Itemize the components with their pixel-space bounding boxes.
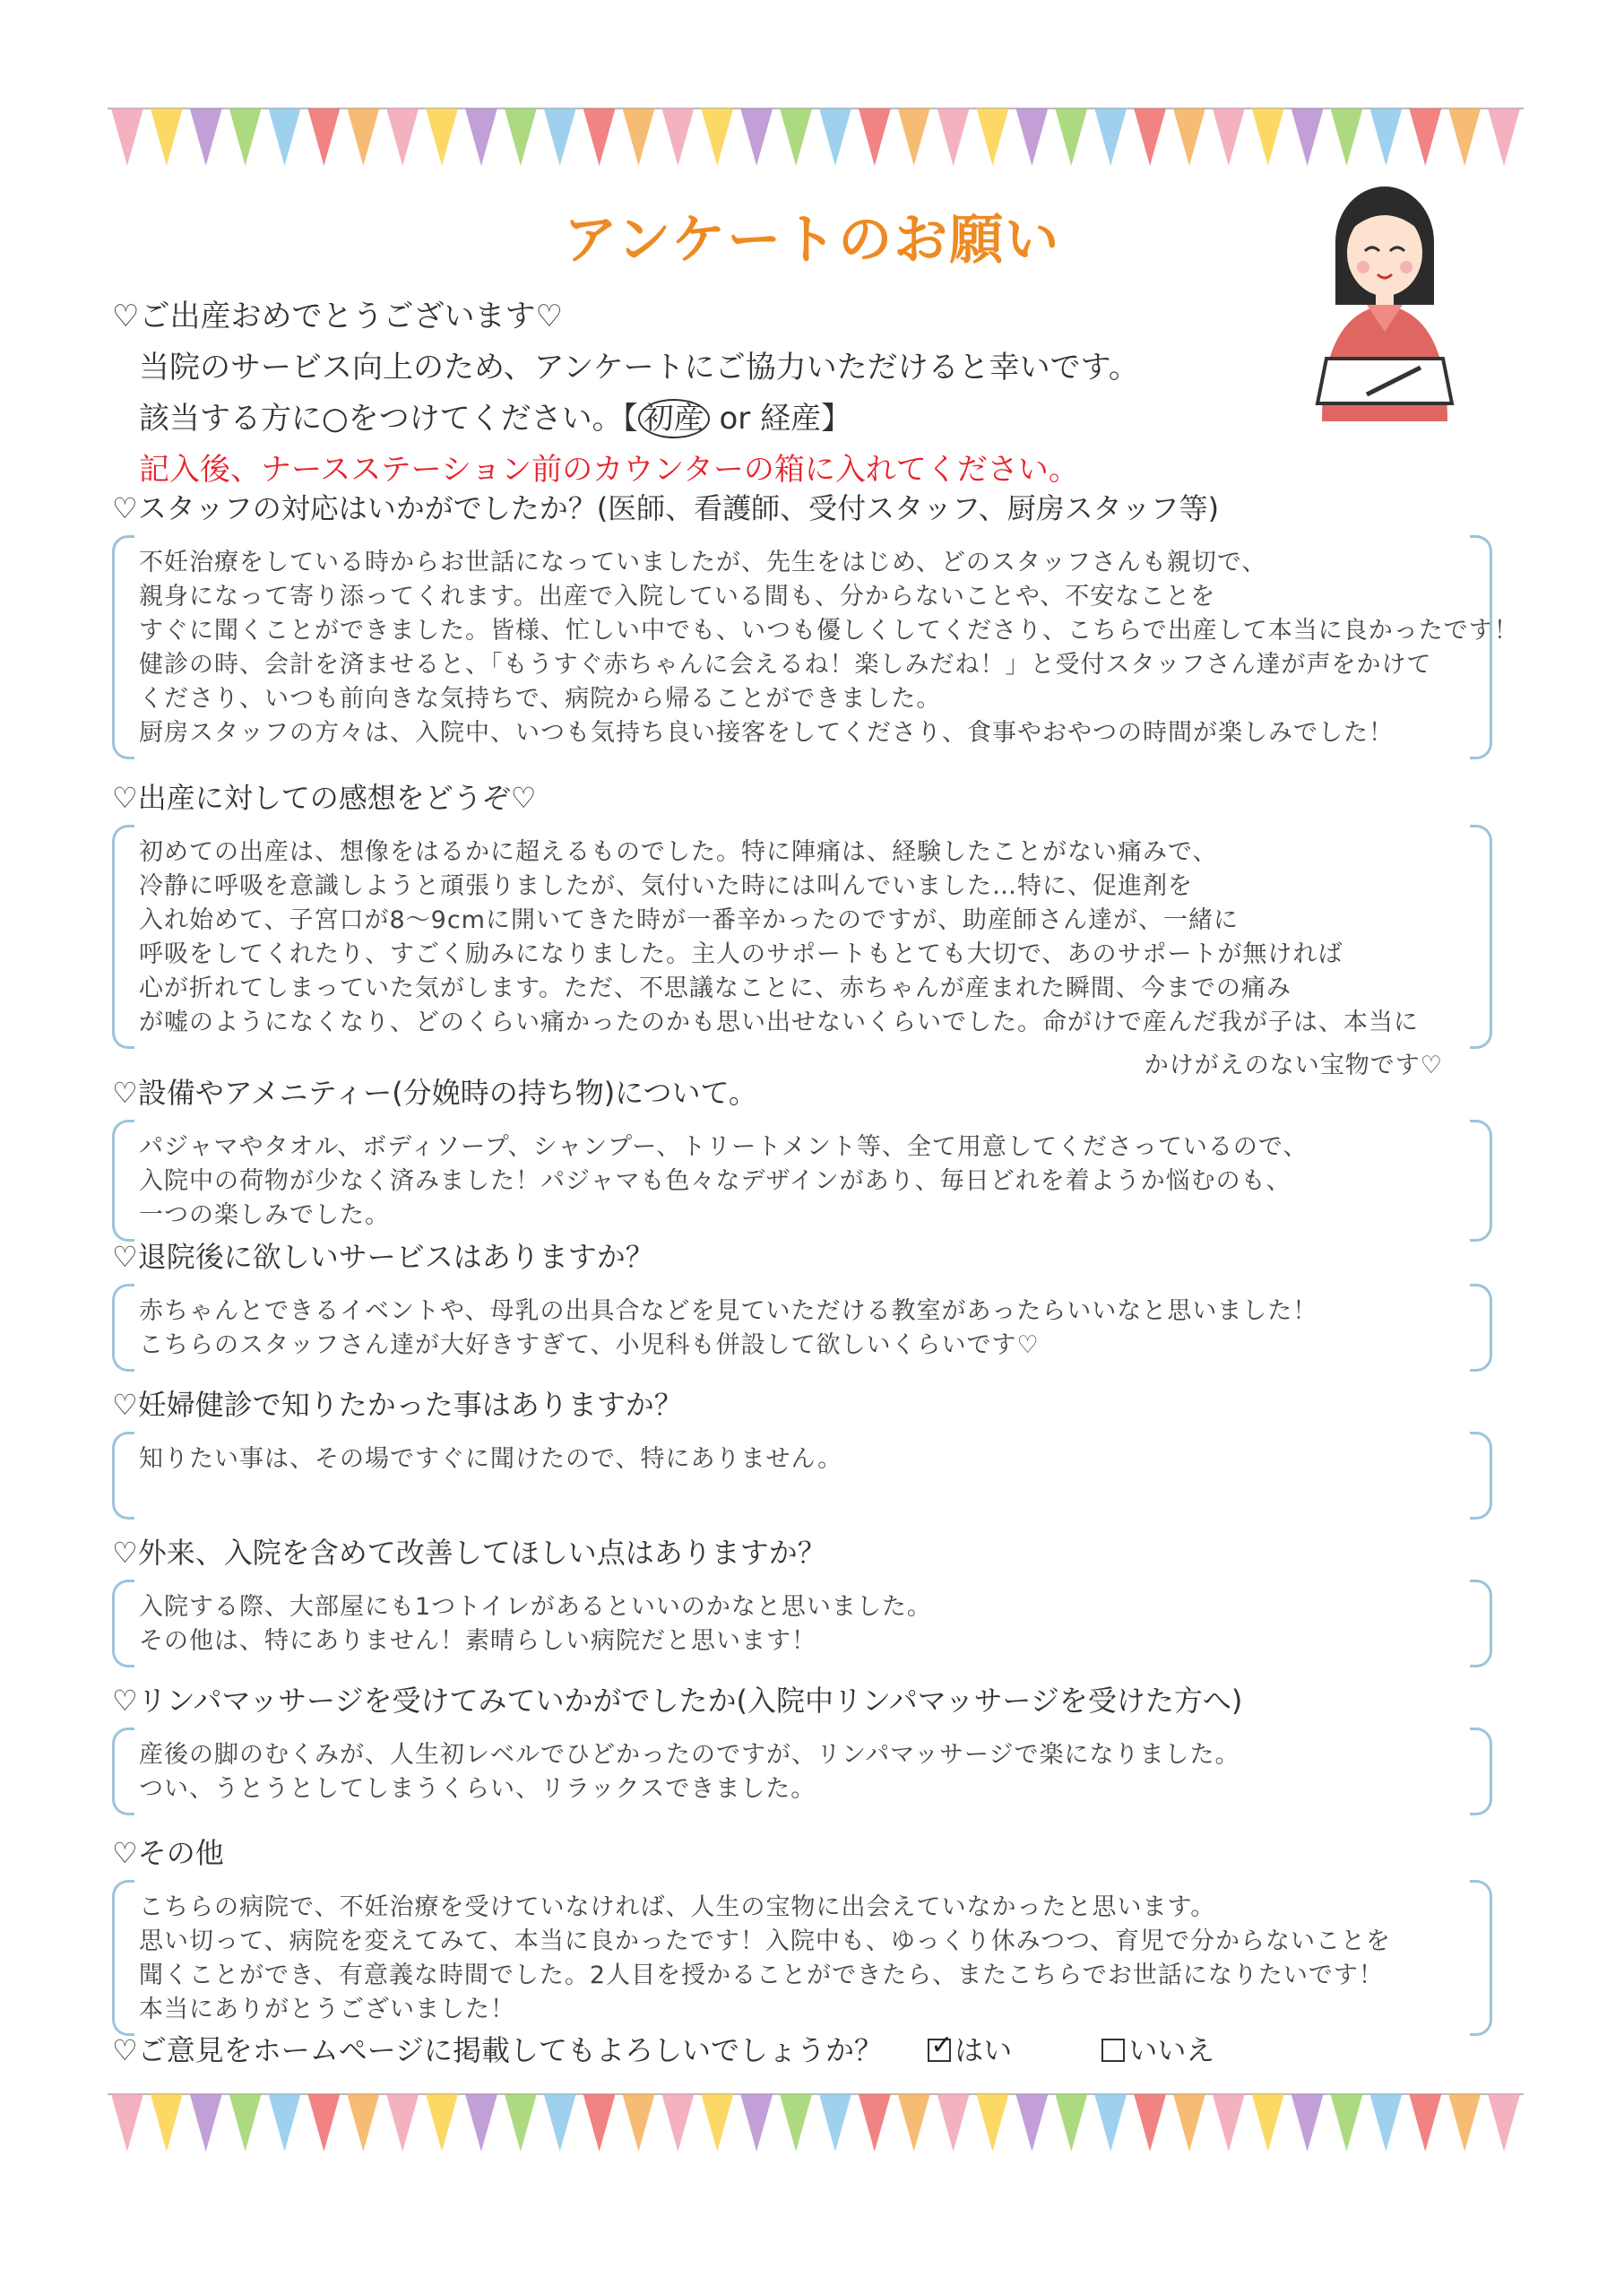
bunting-flag bbox=[859, 108, 891, 166]
question-label: ♡設備やアメニティー(分娩時の持ち物)について。 bbox=[112, 1076, 757, 1110]
question-label: ♡スタッフの対応はいかがでしたか？(医師、看護師、受付スタッフ、厨房スタッフ等) bbox=[112, 491, 1220, 525]
publish-consent-question: ♡ご意見をホームページに掲載してもよろしいでしょうか？ bbox=[112, 2033, 884, 2067]
bunting-flag bbox=[1173, 108, 1205, 166]
answer-line: くださり、いつも前向きな気持ちで、病院から帰ることができました。 bbox=[139, 685, 942, 713]
bunting-flag bbox=[111, 108, 143, 166]
answer-line: つい、うとうとしてしまうくらい、リラックスできました。 bbox=[139, 1775, 816, 1803]
bunting-flag bbox=[898, 108, 930, 166]
survey-section-3 bbox=[112, 1073, 1497, 1242]
bunting-flag bbox=[1134, 108, 1166, 166]
bunting-flag bbox=[347, 2094, 379, 2152]
yes-checkbox[interactable] bbox=[928, 2039, 951, 2062]
congrats-line: ♡ご出産おめでとうございます♡ bbox=[112, 299, 563, 334]
answer-line: 入院する際、大部屋にも1つトイレがあるといいのかなと思いました。 bbox=[139, 1593, 932, 1621]
bunting-flag bbox=[505, 2094, 537, 2152]
bottom-bunting bbox=[108, 2089, 1524, 2161]
no-checkbox[interactable] bbox=[1101, 2039, 1125, 2062]
bunting-flag bbox=[1369, 2094, 1402, 2152]
bunting-flag bbox=[111, 2094, 143, 2152]
answer-box[interactable] bbox=[112, 1728, 1492, 1815]
bunting-flag bbox=[1291, 2094, 1324, 2152]
survey-section-8 bbox=[112, 1833, 1497, 2036]
bunting-flag bbox=[1015, 2094, 1048, 2152]
answer-line: パジャマやタオル、ボディソープ、シャンプー、トリートメント等、全て用意してくださっているので、 bbox=[139, 1133, 1309, 1161]
answer-line: その他は、特にありません！素晴らしい病院だと思います！ bbox=[139, 1627, 816, 1655]
question-label: ♡出産に対しての感想をどうぞ♡ bbox=[112, 781, 537, 815]
bunting-flag bbox=[151, 2094, 183, 2152]
bunting-flag bbox=[661, 2094, 694, 2152]
answer-line: 本当にありがとうございました！ bbox=[139, 1996, 515, 2023]
bunting-flag bbox=[465, 2094, 497, 2152]
bunting-flag bbox=[701, 2094, 733, 2152]
publish-consent-row bbox=[112, 2028, 1214, 2069]
bunting-flag bbox=[937, 2094, 970, 2152]
bunting-flag bbox=[229, 2094, 262, 2152]
bunting-flag bbox=[1173, 2094, 1205, 2152]
answer-line: 思い切って、病院を変えてみて、本当に良かったです！入院中も、ゆっくり休みつつ、育児で分からないことを bbox=[139, 1927, 1392, 1955]
survey-section-1 bbox=[112, 489, 1519, 759]
birth-type-line bbox=[112, 394, 1277, 445]
bunting-flag bbox=[190, 2094, 222, 2152]
bunting-flag bbox=[386, 2094, 419, 2152]
bunting-flag bbox=[1488, 108, 1520, 166]
bunting-flag bbox=[623, 108, 655, 166]
bunting-flag bbox=[1331, 108, 1363, 166]
survey-section-6 bbox=[112, 1533, 1497, 1667]
answer-line: こちらのスタッフさん達が大好きすぎて、小児科も併設して欲しいくらいです♡ bbox=[139, 1331, 1040, 1359]
bunting-flag bbox=[583, 108, 616, 166]
consent-yes-option[interactable] bbox=[928, 2033, 1012, 2067]
bunting-flag bbox=[386, 108, 419, 166]
bunting-flag bbox=[1331, 2094, 1363, 2152]
answer-line: 不妊治療をしている時からお世話になっていましたが、先生をはじめ、どのスタッフさんも親切で、 bbox=[139, 549, 1267, 576]
question-label: ♡リンパマッサージを受けてみていかがでしたか(入院中リンパマッサージを受けた方へ) bbox=[112, 1684, 1243, 1718]
submit-instruction: 記入後、ナースステーション前のカウンターの箱に入れてください。 bbox=[139, 452, 1079, 488]
page-title: アンケートのお願い bbox=[563, 209, 1061, 272]
answer-line: 産後の脚のむくみが、人生初レベルでひどかったのですが、リンパマッサージで楽になりました。 bbox=[139, 1741, 1240, 1769]
answer-box[interactable] bbox=[112, 535, 1519, 759]
bunting-flag bbox=[977, 108, 1009, 166]
bunting-flag bbox=[347, 108, 379, 166]
top-bunting bbox=[108, 103, 1524, 175]
bunting-flag bbox=[269, 2094, 301, 2152]
first-birth-option[interactable]: 初産 bbox=[638, 399, 710, 438]
answer-line: が嘘のようになくなり、どのくらい痛かったのかも思い出せないくらいでした。命がけで産んだ我が子は、本当に bbox=[139, 1009, 1419, 1036]
birth-type-prefix: 該当する方に○をつけてください。【 bbox=[139, 401, 638, 437]
bunting-flag bbox=[819, 108, 851, 166]
second-birth-option[interactable]: or 経産 bbox=[709, 401, 822, 437]
answer-line: 健診の時、会計を済ませると、「もうすぐ赤ちゃんに会えるね！楽しみだね！」と受付スタッフさん達が声をかけて bbox=[139, 651, 1432, 679]
bunting-flag bbox=[465, 108, 497, 166]
bunting-flag bbox=[1055, 2094, 1087, 2152]
survey-section-2 bbox=[112, 778, 1497, 1083]
bunting-flag bbox=[1213, 108, 1245, 166]
bunting-flag bbox=[544, 108, 576, 166]
answer-box[interactable] bbox=[112, 1284, 1492, 1372]
answer-box[interactable] bbox=[112, 1580, 1492, 1667]
request-line: 当院のサービス向上のため、アンケートにご協力いただけると幸いです。 bbox=[139, 350, 1139, 385]
bunting-flag bbox=[1055, 108, 1087, 166]
question-label: ♡妊婦健診で知りたかった事はありますか？ bbox=[112, 1388, 683, 1422]
bunting-flag bbox=[229, 108, 262, 166]
bunting-flag bbox=[898, 2094, 930, 2152]
bunting-flag bbox=[1369, 108, 1402, 166]
bunting-flag bbox=[740, 108, 773, 166]
bunting-flag bbox=[1094, 108, 1127, 166]
bunting-flag bbox=[190, 108, 222, 166]
bunting-flag bbox=[740, 2094, 773, 2152]
bunting-flag bbox=[583, 2094, 616, 2152]
bunting-flag bbox=[1488, 2094, 1520, 2152]
bunting-flag bbox=[1134, 2094, 1166, 2152]
answer-box[interactable] bbox=[112, 1432, 1492, 1520]
survey-section-7 bbox=[112, 1681, 1497, 1815]
question-label: ♡退院後に欲しいサービスはありますか？ bbox=[112, 1240, 654, 1274]
answer-line: 親身になって寄り添ってくれます。出産で入院している間も、分からないことや、不安なことを bbox=[139, 583, 1216, 611]
answer-line-continued: かけがえのない宝物です♡ bbox=[1144, 1052, 1443, 1079]
bunting-flag bbox=[307, 108, 340, 166]
no-label: いいえ bbox=[1128, 2033, 1215, 2067]
bunting-flag bbox=[701, 108, 733, 166]
bunting-flag bbox=[623, 2094, 655, 2152]
answer-line: 初めての出産は、想像をはるかに超えるものでした。特に陣痛は、経験したことがない痛みで、 bbox=[139, 838, 1218, 866]
answer-line: 一つの楽しみでした。 bbox=[139, 1201, 390, 1229]
bunting-flag bbox=[1015, 108, 1048, 166]
bunting-flag bbox=[1409, 108, 1441, 166]
answer-line: 呼吸をしてくれたり、すごく励みになりました。主人のサポートもとても大切で、あのサポートが無ければ bbox=[139, 940, 1343, 968]
bunting-flag bbox=[977, 2094, 1009, 2152]
bunting-flag bbox=[1448, 2094, 1481, 2152]
answer-line: 聞くことができ、有意義な時間でした。2人目を授かることができたら、またこちらでお世話になりたいです！ bbox=[139, 1962, 1384, 1989]
answer-line: こちらの病院で、不妊治療を受けていなければ、人生の宝物に出会えていなかったと思います。 bbox=[139, 1893, 1216, 1921]
bunting-flag bbox=[505, 108, 537, 166]
answer-line: 入れ始めて、子宮口が8～9cmに開いてきた時が一番辛かったのですが、助産師さん達が、一緒に bbox=[139, 906, 1239, 934]
answer-line: 厨房スタッフの方々は、入院中、いつも気持ち良い接客をしてくださり、食事やおやつの時間が楽しみでした！ bbox=[139, 719, 1394, 747]
bunting-flag bbox=[426, 108, 458, 166]
bunting-flag bbox=[819, 2094, 851, 2152]
birth-type-suffix: 】 bbox=[821, 401, 852, 437]
question-label: ♡その他 bbox=[112, 1836, 224, 1870]
answer-box[interactable] bbox=[112, 1120, 1492, 1242]
answer-line: 赤ちゃんとできるイベントや、母乳の出具合などを見ていただける教室があったらいいなと思いました！ bbox=[139, 1297, 1318, 1325]
bunting-flag bbox=[1252, 108, 1284, 166]
intro-block bbox=[112, 291, 1277, 496]
bunting-flag bbox=[151, 108, 183, 166]
bunting-flag bbox=[307, 2094, 340, 2152]
question-label: ♡外来、入院を含めて改善してほしい点はありますか？ bbox=[112, 1536, 826, 1570]
answer-line: 知りたい事は、その場ですぐに聞けたので、特にありません。 bbox=[139, 1445, 843, 1473]
bunting-flag bbox=[1252, 2094, 1284, 2152]
bunting-flag bbox=[780, 2094, 812, 2152]
answer-line: 入院中の荷物が少なく済みました！パジャマも色々なデザインがあり、毎日どれを着ようか悩むのも、 bbox=[139, 1167, 1291, 1195]
bunting-flag bbox=[780, 108, 812, 166]
bunting-flag bbox=[661, 108, 694, 166]
survey-section-4 bbox=[112, 1237, 1497, 1372]
consent-no-option[interactable] bbox=[1101, 2033, 1214, 2067]
bunting-flag bbox=[859, 2094, 891, 2152]
answer-line: 心が折れてしまっていた気がします。ただ、不思議なことに、赤ちゃんが産まれた瞬間、今までの痛み bbox=[139, 974, 1291, 1002]
bunting-flag bbox=[269, 108, 301, 166]
bunting-flag bbox=[937, 108, 970, 166]
bunting-flag bbox=[1448, 108, 1481, 166]
answer-line: 冷静に呼吸を意識しようと頑張りましたが、気付いた時には叫んでいました…特に、促進剤を bbox=[139, 872, 1193, 900]
answer-box[interactable] bbox=[112, 825, 1492, 1049]
yes-label: はい bbox=[955, 2033, 1013, 2067]
bunting-flag bbox=[1291, 108, 1324, 166]
answer-line bbox=[139, 1477, 1465, 1511]
answer-box[interactable] bbox=[112, 1880, 1492, 2036]
bunting-flag bbox=[544, 2094, 576, 2152]
survey-section-5 bbox=[112, 1385, 1497, 1520]
bunting-flag bbox=[1409, 2094, 1441, 2152]
bunting-flag bbox=[1094, 2094, 1127, 2152]
answer-line: すぐに聞くことができました。皆様、忙しい中でも、いつも優しくしてくださり、こちらで出産して本当に良かったです！ bbox=[139, 617, 1519, 645]
bunting-flag bbox=[1213, 2094, 1245, 2152]
bunting-flag bbox=[426, 2094, 458, 2152]
nurse-illustration bbox=[1304, 179, 1465, 421]
